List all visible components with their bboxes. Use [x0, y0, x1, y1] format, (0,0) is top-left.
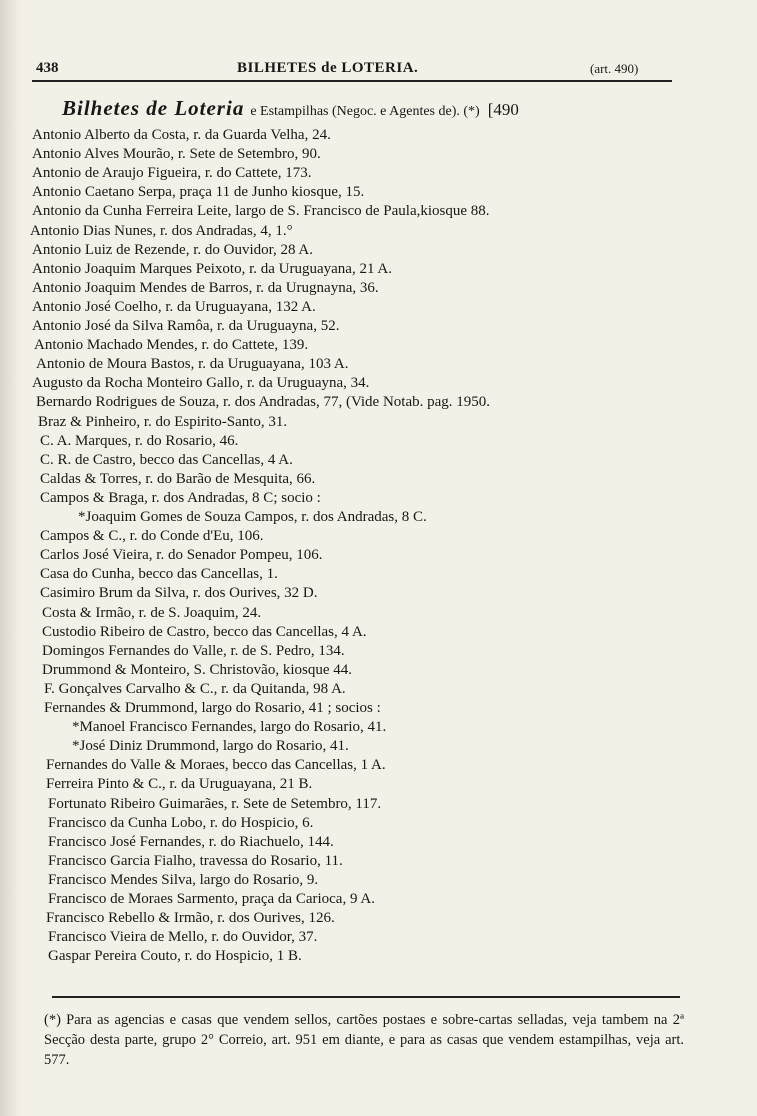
section-heading	[62, 96, 702, 120]
list-entry: Antonio de Moura Bastos, r. da Uruguayana, 103 A.	[36, 356, 349, 372]
list-entry: Antonio Dias Nunes, r. dos Andradas, 4, 1.°	[30, 223, 293, 239]
list-entry: Casimiro Brum da Silva, r. dos Ourives, 32 D.	[40, 585, 318, 601]
list-entry: Carlos José Vieira, r. do Senador Pompeu, 106.	[40, 547, 323, 563]
section-number: [490	[487, 100, 519, 119]
list-entry: Antonio Joaquim Mendes de Barros, r. da Urugnayna, 36.	[32, 280, 379, 296]
list-entry: Francisco Mendes Silva, largo do Rosario, 9.	[48, 872, 319, 888]
list-entry: Francisco José Fernandes, r. do Riachuelo, 144.	[48, 834, 334, 850]
list-entry: Fernandes do Valle & Moraes, becco das Cancellas, 1 A.	[46, 757, 386, 773]
list-entry: Augusto da Rocha Monteiro Gallo, r. da Uruguayna, 34.	[32, 375, 370, 391]
list-entry: Antonio José da Silva Ramôa, r. da Uruguayna, 52.	[32, 318, 340, 334]
list-entry: *Joaquim Gomes de Souza Campos, r. dos Andradas, 8 C.	[78, 509, 427, 525]
list-entry: Ferreira Pinto & C., r. da Uruguayana, 21 B.	[46, 776, 313, 792]
list-entry: C. R. de Castro, becco das Cancellas, 4 A.	[40, 452, 293, 468]
footnote	[44, 1010, 684, 1070]
footnote-rule	[52, 996, 680, 998]
list-entry: Antonio da Cunha Ferreira Leite, largo de S. Francisco de Paula,kiosque 88.	[32, 203, 490, 219]
page-number: 438	[36, 60, 59, 76]
list-entry: Francisco de Moraes Sarmento, praça da Carioca, 9 A.	[48, 891, 375, 907]
list-entry: Bernardo Rodrigues de Souza, r. dos Andradas, 77, (Vide Notab. pag. 1950.	[36, 394, 491, 410]
footnote-text: (*) Para as agencias e casas que vendem sellos, cartões postaes e sobre-cartas selladas, veja tambem na 2ª Secção desta parte, grupo 2° Correio, art. 951 em diante, e para as casas que vendem estampilhas, veja art. 577.	[44, 1012, 684, 1068]
list-entry: C. A. Marques, r. do Rosario, 46.	[40, 433, 239, 449]
list-entry: Campos & C., r. do Conde d'Eu, 106.	[40, 528, 264, 544]
list-entry: Antonio Alves Mourão, r. Sete de Setembro, 90.	[32, 146, 321, 162]
list-entry: Costa & Irmão, r. de S. Joaquim, 24.	[42, 605, 262, 621]
list-entry: Antonio Alberto da Costa, r. da Guarda Velha, 24.	[32, 127, 331, 143]
list-entry: Francisco Rebello & Irmão, r. dos Ourives, 126.	[46, 910, 335, 926]
list-entry: Antonio José Coelho, r. da Uruguayana, 132 A.	[32, 299, 316, 315]
header-rule	[32, 80, 672, 82]
list-entry: F. Gonçalves Carvalho & C., r. da Quitanda, 98 A.	[44, 681, 346, 697]
list-entry: Antonio Caetano Serpa, praça 11 de Junho kiosque, 15.	[32, 184, 365, 200]
list-entry: Antonio Luiz de Rezende, r. do Ouvidor, 28 A.	[32, 242, 314, 258]
list-entry: Domingos Fernandes do Valle, r. de S. Pedro, 134.	[42, 643, 345, 659]
list-entry: Caldas & Torres, r. do Barão de Mesquita, 66.	[40, 471, 316, 487]
section-subtitle: e Estampilhas (Negoc. e Agentes de). (*)	[250, 104, 480, 119]
list-entry: Francisco Vieira de Mello, r. do Ouvidor, 37.	[48, 929, 318, 945]
list-entry: Antonio Machado Mendes, r. do Cattete, 139.	[34, 337, 309, 353]
list-entry: Fortunato Ribeiro Guimarães, r. Sete de Setembro, 117.	[48, 796, 382, 812]
list-entry: Fernandes & Drummond, largo do Rosario, 41 ; socios :	[44, 700, 381, 716]
section-title: Bilhetes de Loteria	[62, 96, 245, 120]
running-title: BILHETES de LOTERIA.	[237, 60, 419, 76]
list-entry: *José Diniz Drummond, largo do Rosario, 41.	[72, 738, 349, 754]
list-entry: Gaspar Pereira Couto, r. do Hospicio, 1 B.	[48, 948, 302, 964]
list-entry: Drummond & Monteiro, S. Christovão, kiosque 44.	[42, 662, 352, 678]
list-entry: Braz & Pinheiro, r. do Espirito-Santo, 31.	[38, 414, 288, 430]
list-entry: Campos & Braga, r. dos Andradas, 8 C; socio :	[40, 490, 321, 506]
page-binding-edge	[0, 0, 22, 1116]
running-header	[32, 60, 672, 80]
list-entry: *Manoel Francisco Fernandes, largo do Rosario, 41.	[72, 719, 387, 735]
list-entry: Custodio Ribeiro de Castro, becco das Cancellas, 4 A.	[42, 624, 367, 640]
list-entry: Casa do Cunha, becco das Cancellas, 1.	[40, 566, 278, 582]
list-entry: Francisco Garcia Fialho, travessa do Rosario, 11.	[48, 853, 343, 869]
list-entry: Francisco da Cunha Lobo, r. do Hospicio, 6.	[48, 815, 314, 831]
list-entry: Antonio de Araujo Figueira, r. do Cattete, 173.	[32, 165, 312, 181]
article-reference: (art. 490)	[590, 61, 639, 76]
list-entry: Antonio Joaquim Marques Peixoto, r. da Uruguayana, 21 A.	[32, 261, 392, 277]
